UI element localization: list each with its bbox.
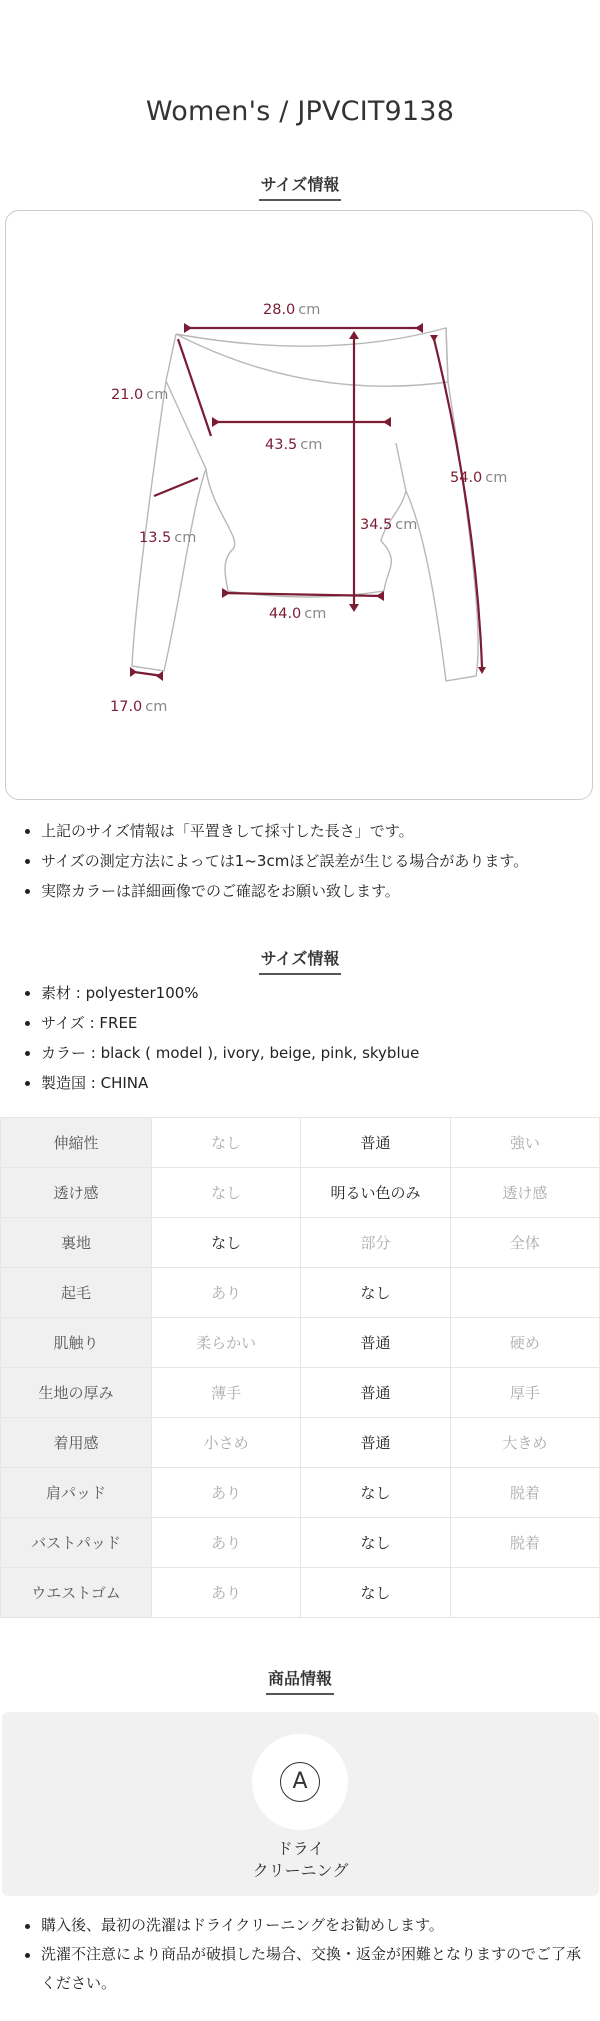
label-chest-width: 43.5 cm (265, 437, 323, 453)
table-cell: 強い (450, 1118, 599, 1168)
table-cell-selected: なし (301, 1518, 450, 1568)
table-cell-selected: なし (152, 1218, 301, 1268)
table-cell: 薄手 (152, 1368, 301, 1418)
label-hem-width: 44.0 cm (269, 606, 327, 622)
table-cell-selected: 普通 (301, 1318, 450, 1368)
table-row (1, 1568, 600, 1618)
list-item: サイズの測定方法によっては1~3cmほど誤差が生じる場合があります。 (22, 846, 582, 876)
table-row-label: 生地の厚み (1, 1368, 152, 1418)
table-cell (450, 1268, 599, 1318)
table-row-label: 肌触り (1, 1318, 152, 1368)
table-cell: 全体 (450, 1218, 599, 1268)
table-row-label: ウエストゴム (1, 1568, 152, 1618)
table-cell: 柔らかい (152, 1318, 301, 1368)
list-item: 上記のサイズ情報は「平置きして採寸した長さ」です。 (22, 816, 582, 846)
table-row-label: 着用感 (1, 1418, 152, 1468)
table-cell: 小さめ (152, 1418, 301, 1468)
table-cell: あり (152, 1568, 301, 1618)
dry-cleaning-icon: A (280, 1762, 320, 1802)
table-row (1, 1218, 600, 1268)
list-item: 購入後、最初の洗濯はドライクリーニングをお勧めします。 (22, 1911, 582, 1940)
table-cell-selected: なし (301, 1568, 450, 1618)
table-cell: なし (152, 1168, 301, 1218)
table-cell: なし (152, 1118, 301, 1168)
size-diagram (5, 210, 593, 800)
table-cell: 脱着 (450, 1468, 599, 1518)
table-row (1, 1168, 600, 1218)
page-title: Women's / JPVCIT9138 (145, 96, 455, 127)
table-cell-selected: 普通 (301, 1118, 450, 1168)
table-row-label: 肩パッド (1, 1468, 152, 1518)
table-row-label: バストパッド (1, 1518, 152, 1568)
list-item: 実際カラーは詳細画像でのご確認をお願い致します。 (22, 876, 582, 906)
table-cell: 部分 (301, 1218, 450, 1268)
table-cell: あり (152, 1468, 301, 1518)
table-row (1, 1468, 600, 1518)
measure-arrowheads (130, 323, 486, 681)
care-instructions-box (2, 1712, 599, 1896)
label-total-length: 54.0 cm (450, 470, 508, 486)
table-row-label: 伸縮性 (1, 1118, 152, 1168)
table-cell-selected: 明るい色のみ (301, 1168, 450, 1218)
table-row (1, 1268, 600, 1318)
product-info-heading: 商品情報 (0, 1666, 600, 1695)
label-sleeve-opening: 17.0 cm (110, 699, 168, 715)
list-item: 洗濯不注意により商品が破損した場合、交換・返金が困難となりますのでご了承ください。 (22, 1940, 582, 1998)
garment-outline (132, 328, 478, 681)
size-info-heading: サイズ情報 (0, 172, 600, 201)
table-row (1, 1368, 600, 1418)
measure-lines (134, 328, 482, 676)
list-item: サイズ : FREE (22, 1008, 582, 1038)
table-cell: 透け感 (450, 1168, 599, 1218)
list-item: 製造国 : CHINA (22, 1068, 582, 1098)
table-cell: 硬め (450, 1318, 599, 1368)
table-row (1, 1418, 600, 1468)
table-row-label: 起毛 (1, 1268, 152, 1318)
list-item: 素材 : polyester100% (22, 978, 582, 1008)
spec-items-list (22, 978, 582, 1098)
list-item: カラー : black ( model ), ivory, beige, pink, skyblue (22, 1038, 582, 1068)
label-armhole: 13.5 cm (139, 530, 197, 546)
table-cell: 大きめ (450, 1418, 599, 1468)
care-symbol-badge (252, 1734, 348, 1830)
table-cell-selected: 普通 (301, 1368, 450, 1418)
label-neck-width: 28.0 cm (263, 302, 321, 318)
size-notes-list (22, 816, 582, 906)
product-notes-list (22, 1911, 582, 1998)
spec-info-heading: サイズ情報 (0, 946, 600, 975)
care-label: ドライ クリーニング (252, 1839, 349, 1880)
table-cell-selected: なし (301, 1468, 450, 1518)
table-cell: あり (152, 1518, 301, 1568)
table-cell: 厚手 (450, 1368, 599, 1418)
table-cell: 脱着 (450, 1518, 599, 1568)
table-cell-selected: 普通 (301, 1418, 450, 1468)
table-cell (450, 1568, 599, 1618)
table-row (1, 1318, 600, 1368)
label-center-length: 34.5 cm (360, 517, 418, 533)
size-diagram-svg (6, 211, 594, 801)
fabric-spec-table (0, 1117, 600, 1618)
label-shoulder-slope: 21.0 cm (111, 387, 169, 403)
table-row-label: 裏地 (1, 1218, 152, 1268)
table-row-label: 透け感 (1, 1168, 152, 1218)
table-cell-selected: なし (301, 1268, 450, 1318)
table-row (1, 1518, 600, 1568)
table-row (1, 1118, 600, 1168)
table-cell: あり (152, 1268, 301, 1318)
